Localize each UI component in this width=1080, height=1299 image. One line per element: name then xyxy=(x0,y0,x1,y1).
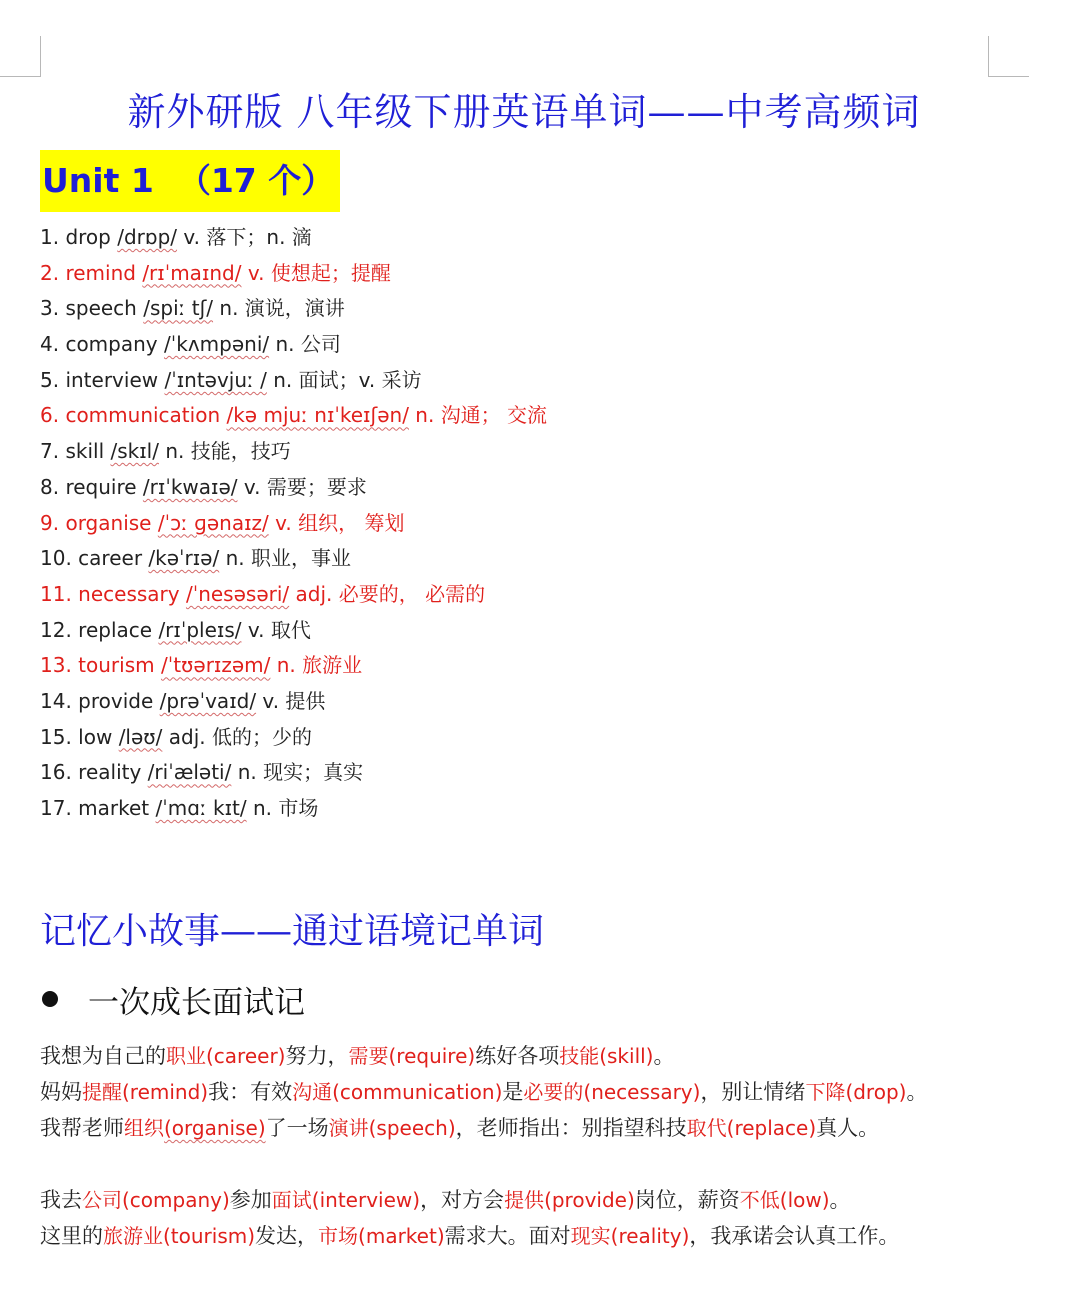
vocab-definition: adj. 低的；少的 xyxy=(168,724,312,749)
vocab-pronunciation: /rɪˈpleɪs/ xyxy=(158,617,242,642)
vocab-item xyxy=(40,577,547,613)
vocab-item xyxy=(40,720,547,756)
vocab-pronunciation: /rɪˈkwaɪə/ xyxy=(142,474,238,499)
story-keyword: (replace) xyxy=(726,1116,817,1140)
story-keyword: (remind) xyxy=(122,1080,209,1104)
story-keyword: 下降 xyxy=(805,1080,846,1104)
vocab-pronunciation: /ˈtʊərɪzəm/ xyxy=(160,653,271,678)
vocab-number: 17. xyxy=(40,796,72,820)
vocab-definition: v. 使想起；提醒 xyxy=(247,260,391,285)
story-keyword: (require) xyxy=(388,1044,476,1068)
vocab-word: communication xyxy=(65,403,221,428)
vocab-word: organise xyxy=(65,510,152,535)
story-section-heading: 记忆小故事——通过语境记单词 xyxy=(40,911,545,952)
vocab-item xyxy=(40,220,547,256)
story-line xyxy=(40,1218,927,1254)
story-text-segment: ，我承诺会认真工作。 xyxy=(689,1224,900,1248)
vocab-definition: n. 旅游业 xyxy=(276,653,363,678)
story-keyword: (market) xyxy=(358,1224,445,1248)
vocab-number: 13. xyxy=(40,653,72,678)
story-keyword: 提供 xyxy=(504,1188,545,1212)
story-text-segment: 。 xyxy=(906,1080,928,1104)
vocab-word: low xyxy=(78,724,113,749)
vocab-item xyxy=(40,327,547,363)
story-line xyxy=(40,1182,927,1218)
vocab-item xyxy=(40,791,547,827)
vocab-item xyxy=(40,506,547,542)
story-keyword: 职业 xyxy=(166,1044,206,1068)
vocab-word: career xyxy=(78,546,143,571)
vocab-word: market xyxy=(78,796,150,820)
story-keyword: 组织 xyxy=(124,1116,164,1140)
story-text-segment: 是 xyxy=(502,1080,524,1104)
vocab-pronunciation: /ˈɪntəvjuː / xyxy=(164,367,267,392)
vocab-pronunciation: /skɪl/ xyxy=(110,439,159,464)
vocab-pronunciation: /ˈkʌmpəni/ xyxy=(164,332,270,357)
story-line xyxy=(40,1110,927,1146)
vocab-word: necessary xyxy=(78,581,180,606)
vocab-definition: n. 技能，技巧 xyxy=(165,439,291,464)
vocab-number: 10. xyxy=(40,546,72,571)
vocab-definition: v. 需要；要求 xyxy=(243,474,367,499)
vocab-pronunciation: /spiː tʃ/ xyxy=(143,296,214,321)
vocab-item xyxy=(40,648,547,684)
story-keyword: 现实 xyxy=(570,1224,611,1248)
vocab-number: 15. xyxy=(40,724,72,749)
vocab-pronunciation: /riˈæləti/ xyxy=(147,760,232,785)
story-keyword: 技能 xyxy=(559,1044,600,1068)
story-title-text: 一次成长面试记 xyxy=(88,985,305,1021)
vocab-number: 16. xyxy=(40,760,72,785)
vocab-pronunciation: /prəˈvaɪd/ xyxy=(159,688,257,713)
story-line xyxy=(40,1038,927,1074)
story-keyword: (reality) xyxy=(610,1224,690,1248)
vocab-word: company xyxy=(65,332,158,357)
vocab-pronunciation: /ˈnesəsəri/ xyxy=(185,581,290,606)
story-text-segment: ，别让情绪 xyxy=(700,1080,806,1104)
vocab-item xyxy=(40,256,547,292)
vocab-item xyxy=(40,434,547,470)
story-text-segment: ，老师指出：别指望科技 xyxy=(455,1116,687,1140)
document-title: 新外研版 八年级下册英语单词——中考高频词 xyxy=(127,90,921,134)
vocab-definition: n. 面试；v. 采访 xyxy=(273,367,422,392)
vocab-number: 14. xyxy=(40,688,72,713)
story-line xyxy=(40,1074,927,1110)
vocab-word: require xyxy=(65,474,137,499)
vocab-item xyxy=(40,613,547,649)
vocab-item xyxy=(40,470,547,506)
vocab-pronunciation: /kə mjuː nɪˈkeɪʃən/ xyxy=(226,403,409,428)
vocab-pronunciation: /drɒp/ xyxy=(117,225,178,249)
vocab-number: 3. xyxy=(40,296,60,321)
story-text-segment: 了一场 xyxy=(265,1116,329,1140)
story-keyword: 不低 xyxy=(739,1188,780,1212)
story-keyword: (company) xyxy=(122,1188,230,1212)
bullet-icon xyxy=(42,991,58,1007)
vocab-word: provide xyxy=(78,688,154,713)
vocab-word: speech xyxy=(65,296,137,321)
story-keyword: (drop) xyxy=(845,1080,907,1104)
vocab-word: tourism xyxy=(78,653,155,678)
vocab-number: 7. xyxy=(40,439,60,464)
vocab-definition: v. 组织， 筹划 xyxy=(275,510,405,535)
vocab-pronunciation: /ˈmɑː kɪt/ xyxy=(155,796,247,820)
unit-heading xyxy=(40,150,340,212)
story-text-segment: 我帮老师 xyxy=(40,1116,124,1140)
vocab-definition: n. 公司 xyxy=(275,332,341,357)
story-keyword: (interview) xyxy=(311,1188,421,1212)
vocab-number: 11. xyxy=(40,581,72,606)
story-keyword: 市场 xyxy=(318,1224,359,1248)
vocab-definition: n. 职业，事业 xyxy=(225,546,351,571)
vocab-definition: v. 取代 xyxy=(247,617,311,642)
page-corner-mark-top-left xyxy=(0,36,41,77)
vocab-definition: n. 演说，演讲 xyxy=(219,296,345,321)
story-keyword: (tourism) xyxy=(163,1224,256,1248)
vocab-pronunciation: /kəˈrɪə/ xyxy=(148,546,220,571)
story-keyword: 提醒 xyxy=(82,1080,122,1104)
story-keyword: (necessary) xyxy=(583,1080,701,1104)
vocab-number: 1. xyxy=(40,225,60,249)
vocab-word: remind xyxy=(65,260,136,285)
story-keyword: 需要 xyxy=(348,1044,389,1068)
story-text-segment: 妈妈 xyxy=(40,1080,82,1104)
vocab-definition: n. 现实；真实 xyxy=(237,760,364,785)
vocab-definition: n. 沟通； 交流 xyxy=(415,403,548,428)
story-keyword: (organise) xyxy=(164,1116,266,1140)
story-keyword: (skill) xyxy=(599,1044,654,1068)
story-text xyxy=(40,1038,927,1254)
story-keyword: 演讲 xyxy=(328,1116,369,1140)
vocab-definition: v. 落下；n. 滴 xyxy=(183,225,312,249)
vocab-word: replace xyxy=(78,617,153,642)
story-keyword: (communication) xyxy=(332,1080,503,1104)
vocab-word: interview xyxy=(65,367,159,392)
vocab-number: 12. xyxy=(40,617,72,642)
unit-label: Unit 1 xyxy=(42,161,154,200)
story-keyword: 必要的 xyxy=(523,1080,584,1104)
vocabulary-list xyxy=(40,220,547,827)
story-text-segment: 发达， xyxy=(255,1224,319,1248)
story-text-segment: 。 xyxy=(829,1188,851,1212)
vocab-item xyxy=(40,291,547,327)
story-title xyxy=(40,978,305,1028)
story-text-segment: 参加 xyxy=(229,1188,272,1212)
vocab-definition: v. 提供 xyxy=(262,688,326,713)
story-keyword: (career) xyxy=(206,1044,286,1068)
vocab-number: 6. xyxy=(40,403,60,428)
vocab-number: 5. xyxy=(40,367,60,392)
vocab-word: drop xyxy=(65,225,111,249)
vocab-definition: adj. 必要的， 必需的 xyxy=(295,581,486,606)
story-text-segment: 我想为自己的 xyxy=(40,1044,166,1068)
story-text-segment: 这里的 xyxy=(40,1224,103,1248)
page-corner-mark-top-right xyxy=(988,36,1029,77)
story-text-segment: ，对方会 xyxy=(420,1188,505,1212)
vocab-item xyxy=(40,755,547,791)
vocab-number: 2. xyxy=(40,260,60,285)
story-text-segment: 我去 xyxy=(40,1188,82,1212)
vocab-pronunciation: /ləʊ/ xyxy=(118,724,163,749)
story-keyword: 公司 xyxy=(82,1188,122,1212)
vocab-item xyxy=(40,363,547,399)
vocab-item xyxy=(40,398,547,434)
story-text-segment: 努力， xyxy=(285,1044,349,1068)
story-text-segment: 需求大。面对 xyxy=(444,1224,571,1248)
vocab-word: skill xyxy=(65,439,105,464)
story-text-segment: 练好各项 xyxy=(475,1044,560,1068)
vocab-item xyxy=(40,541,547,577)
vocab-pronunciation: /ˈɔː ɡənaɪz/ xyxy=(157,510,269,535)
vocab-number: 4. xyxy=(40,332,60,357)
story-keyword: 面试 xyxy=(271,1188,312,1212)
vocab-pronunciation: /rɪˈmaɪnd/ xyxy=(142,260,242,285)
vocab-item xyxy=(40,684,547,720)
unit-word-count: （17 个） xyxy=(177,161,335,200)
story-keyword: (low) xyxy=(779,1188,830,1212)
story-text-segment: 岗位，薪资 xyxy=(634,1188,740,1212)
story-text-segment: 真人。 xyxy=(816,1116,880,1140)
story-keyword: 旅游业 xyxy=(103,1224,163,1248)
story-keyword: (speech) xyxy=(368,1116,456,1140)
vocab-number: 9. xyxy=(40,510,60,535)
story-text-segment: 。 xyxy=(653,1044,675,1068)
story-text-segment: 我：有效 xyxy=(208,1080,293,1104)
vocab-number: 8. xyxy=(40,474,60,499)
vocab-definition: n. 市场 xyxy=(252,796,319,820)
story-keyword: 沟通 xyxy=(292,1080,333,1104)
story-keyword: (provide) xyxy=(544,1188,635,1212)
story-keyword: 取代 xyxy=(686,1116,727,1140)
vocab-word: reality xyxy=(78,760,142,785)
